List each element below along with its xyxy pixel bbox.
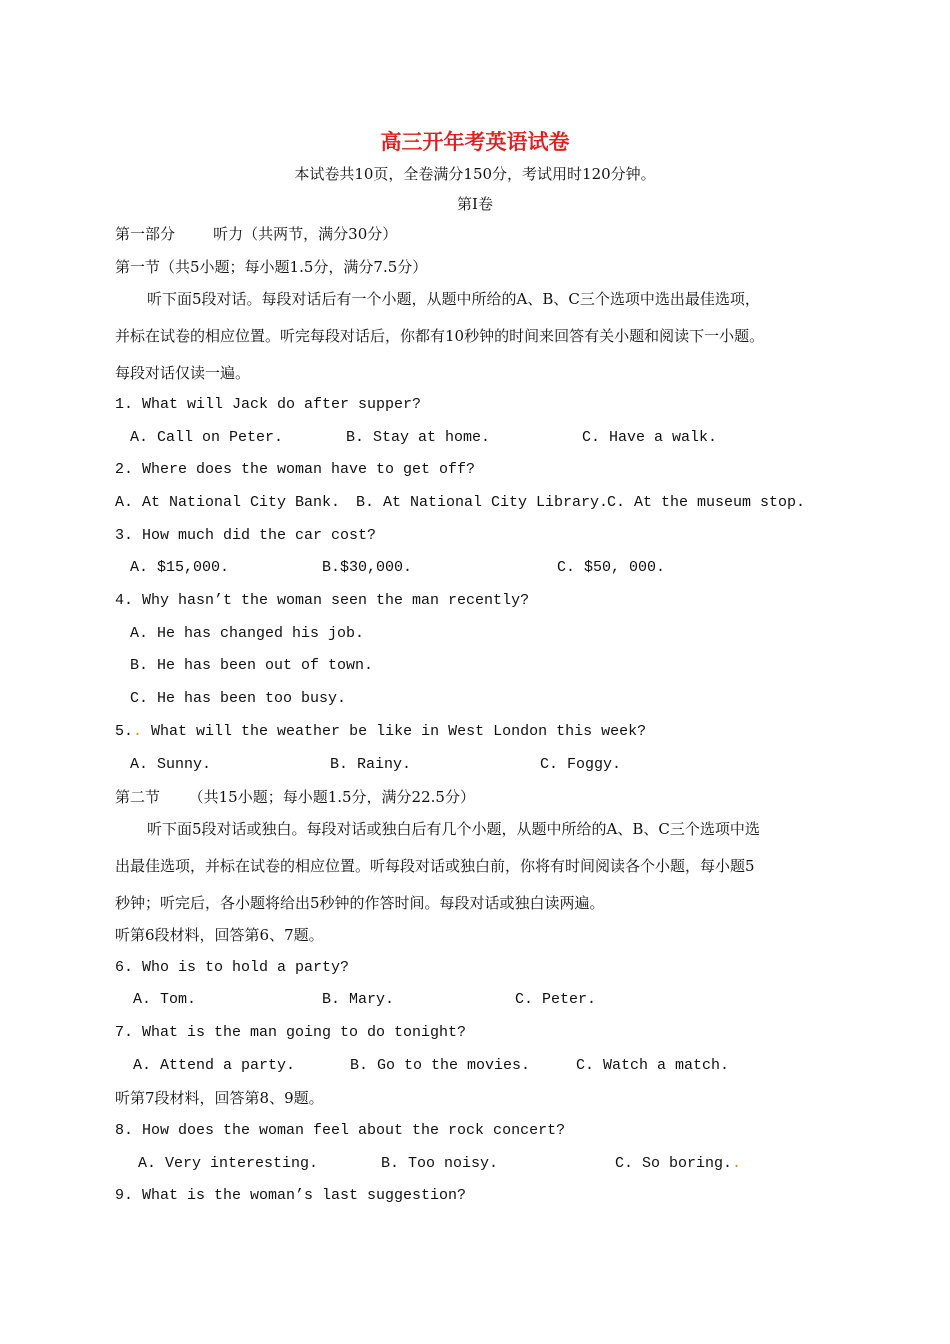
- q8-stray-dot: .: [732, 1155, 742, 1172]
- q5-number: 5.: [115, 723, 134, 740]
- q8-option-b: B. Too noisy.: [381, 1155, 499, 1172]
- q7-option-b: B. Go to the movies.: [350, 1057, 531, 1074]
- question-3: 3. How much did the car cost?: [115, 527, 377, 544]
- q7-option-a: A. Attend a party.: [133, 1057, 296, 1074]
- q6-option-b: B. Mary.: [322, 991, 395, 1008]
- material-7-heading: 听第7段材料，回答第8、9题。: [115, 1089, 324, 1107]
- question-8: 8. How does the woman feel about the rock concert?: [115, 1122, 566, 1139]
- q6-option-c: C. Peter.: [515, 991, 597, 1008]
- q4-option-b: B. He has been out of town.: [130, 657, 374, 674]
- q8-option-c: [615, 1154, 741, 1174]
- q7-option-c: C. Watch a match.: [576, 1057, 730, 1074]
- question-2: 2. Where does the woman have to get off?: [115, 461, 476, 478]
- q5-stray-dot: .: [133, 723, 143, 740]
- q8-option-a: A. Very interesting.: [138, 1155, 319, 1172]
- q3-option-c: C. $50, 000.: [557, 559, 666, 576]
- part1-heading: 第一部分 听力（共两节，满分30分）: [115, 225, 398, 243]
- q4-option-a: A. He has changed his job.: [130, 625, 365, 642]
- q1-option-c: C. Have a walk.: [582, 429, 718, 446]
- q8-option-c-text: C. So boring.: [615, 1155, 733, 1172]
- instruction1-line2: 并标在试卷的相应位置。听完每段对话后，你都有10秒钟的时间来回答有关小题和阅读下一小题。: [115, 327, 765, 345]
- instruction2-line1: 听下面5段对话或独白。每段对话或独白后有几个小题，从题中所给的A、B、C三个选项中选: [147, 820, 760, 838]
- q5-stem: What will the weather be like in West London this week?: [142, 723, 647, 740]
- section2-heading: 第二节 （共15小题；每小题1.5分，满分22.5分）: [115, 788, 475, 806]
- instruction1-line3: 每段对话仅读一遍。: [115, 364, 251, 382]
- instruction2-line2: 出最佳选项，并标在试卷的相应位置。听每段对话或独白前，你将有时间阅读各个小题，每小题5: [115, 857, 755, 875]
- q2-option-b: B. At National City Library.: [356, 494, 609, 511]
- exam-subtitle: 本试卷共10页，全卷满分150分，考试用时120分钟。: [294, 165, 656, 183]
- instruction2-line3: 秒钟；听完后，各小题将给出5秒钟的作答时间。每段对话或独白读两遍。: [115, 894, 605, 912]
- exam-title: 高三开年考英语试卷: [380, 130, 570, 154]
- q1-option-a: A. Call on Peter.: [130, 429, 284, 446]
- section1-heading: 第一节（共5小题；每小题1.5分，满分7.5分）: [115, 258, 428, 276]
- q5-option-a: A. Sunny.: [130, 756, 212, 773]
- q5-option-b: B. Rainy.: [330, 756, 412, 773]
- question-5: [115, 722, 646, 742]
- q4-option-c: C. He has been too busy.: [130, 690, 347, 707]
- question-1: 1. What will Jack do after supper?: [115, 396, 422, 413]
- q3-option-b: B.$30,000.: [322, 559, 413, 576]
- q2-option-c: C. At the museum stop.: [607, 494, 806, 511]
- question-9: 9. What is the woman’s last suggestion?: [115, 1187, 467, 1204]
- material-6-heading: 听第6段材料，回答第6、7题。: [115, 926, 324, 944]
- volume-label: 第I卷: [457, 195, 493, 213]
- question-7: 7. What is the man going to do tonight?: [115, 1024, 467, 1041]
- q3-option-a: A. $15,000.: [130, 559, 230, 576]
- question-6: 6. Who is to hold a party?: [115, 959, 350, 976]
- q5-option-c: C. Foggy.: [540, 756, 622, 773]
- q2-option-a: A. At National City Bank.: [115, 494, 341, 511]
- question-4: 4. Why hasn’t the woman seen the man recently?: [115, 592, 530, 609]
- q6-option-a: A. Tom.: [133, 991, 197, 1008]
- instruction1-line1: 听下面5段对话。每段对话后有一个小题，从题中所给的A、B、C三个选项中选出最佳选项，: [147, 290, 760, 308]
- q1-option-b: B. Stay at home.: [346, 429, 491, 446]
